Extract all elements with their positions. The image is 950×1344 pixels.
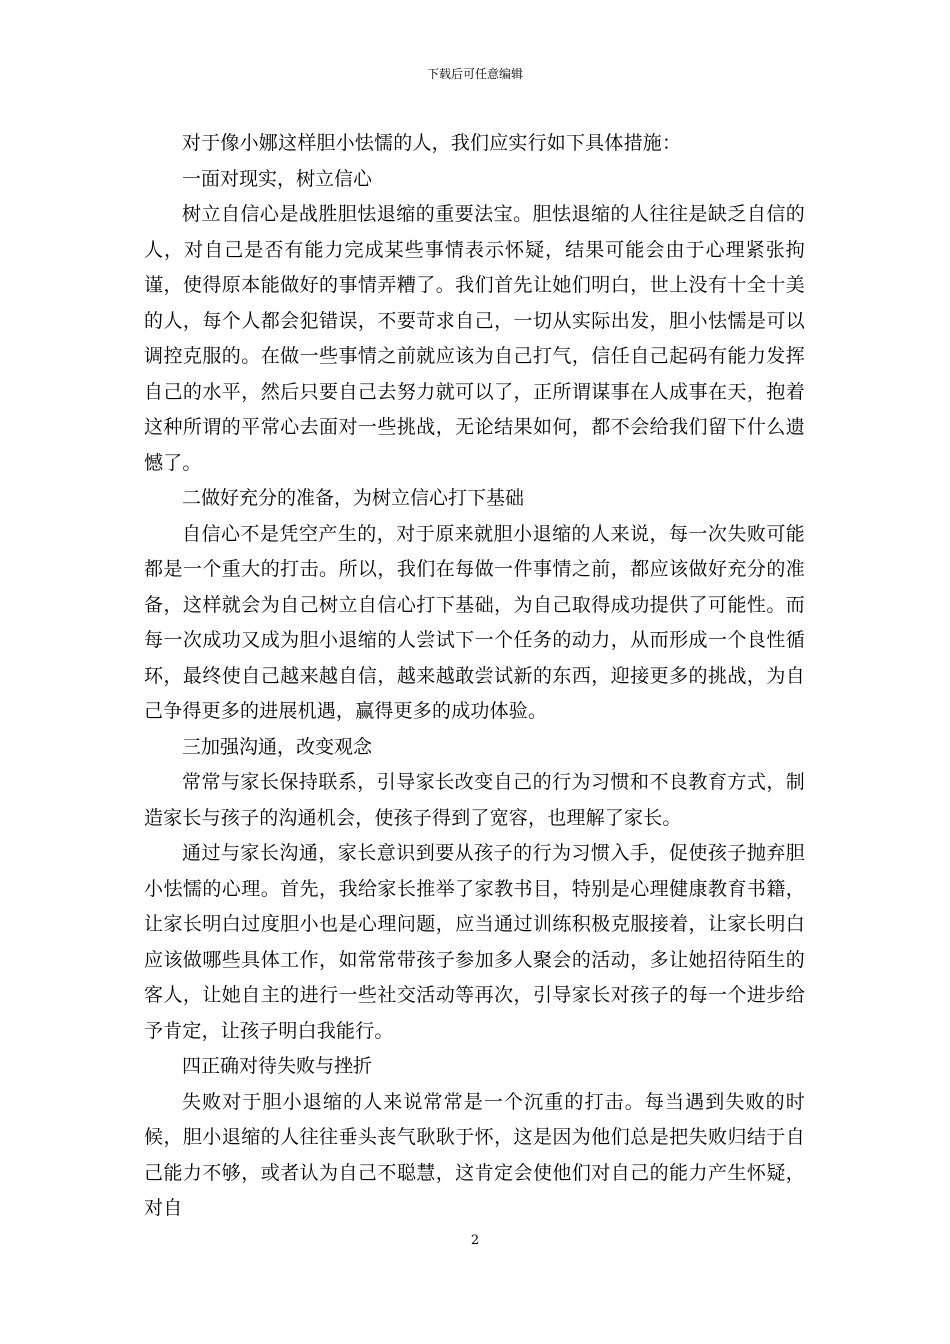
page-number: 2 [470,1233,480,1248]
section-heading-4: 四正确对待失败与挫折 [182,1055,373,1077]
paragraph-3b: 通过与家长沟通，家长意识到要从孩子的行为习惯入手，促使孩子抛弃胆小怯懦的心理。首先，我给家长推举了家教书目，特别是心理健康教育书籍，让家长明白过度胆小也是心理问题，应当通过训练积极克服接着，让家长明白应该做哪些具体工作，如常常带孩子参加多人聚会的活动，多让她招待陌生的客人，让她自主的进行一些社交活动等再次，引导家长对孩子的每一个进步给予肯定，让孩子明白我能行。 [144,842,805,1042]
section-heading-3: 三加强沟通，改变观念 [182,735,373,758]
section-heading-1: 一面对现实，树立信心 [182,167,373,190]
intro-paragraph: 对于像小娜这样胆小怯懦的人，我们应实行如下具体措施： [182,132,682,154]
section-heading-2: 二做好充分的准备，为树立信心打下基础 [182,487,525,509]
paragraph-1: 树立自信心是战胜胆怯退缩的重要法宝。胆怯退缩的人往往是缺乏自信的人，对自己是否有能力完成某些事情表示怀疑，结果可能会由于心理紧张拘谨，使得原本能做好的事情弄糟了。我们首先让她们明白，世上没有十全十美的人，每个人都会犯错误，不要苛求自己，一切从实际出发，胆小怯懦是可以调控克服的。在做一些事情之前就应该为自己打气，信任自己起码有能力发挥自己的水平，然后只要自己去努力就可以了，正所谓谋事在人成事在天，抱着这种所谓的平常心去面对一些挑战，无论结果如何，都不会给我们留下什么遗憾了。 [144,203,805,474]
paragraph-2: 自信心不是凭空产生的，对于原来就胆小退缩的人来说，每一次失败可能都是一个重大的打击。所以，我们在每做一件事情之前，都应该做好充分的准备，这样就会为自己树立自信心打下基础，为自己取得成功提供了可能性。而每一次成功又成为胆小退缩的人尝试下一个任务的动力，从而形成一个良性循环，最终使自己越来越自信，越来越敢尝试新的东西，迎接更多的挑战，为自己争得更多的进展机遇，赢得更多的成功体验。 [144,522,805,722]
paragraph-4: 失败对于胆小退缩的人来说常常是一个沉重的打击。每当遇到失败的时候，胆小退缩的人往往垂头丧气耿耿于怀，这是因为他们总是把失败归结于自己能力不够，或者认为自己不聪慧，这肯定会使他们对自己的能力产生怀疑，对自 [144,1090,805,1219]
document-body [144,126,805,1227]
page-header-note: 下载后可任意编辑 [426,67,523,81]
paragraph-3a: 常常与家长保持联系，引导家长改变自己的行为习惯和不良教育方式，制造家长与孩子的沟通机会，使孩子得到了宽容，也理解了家长。 [144,771,805,829]
